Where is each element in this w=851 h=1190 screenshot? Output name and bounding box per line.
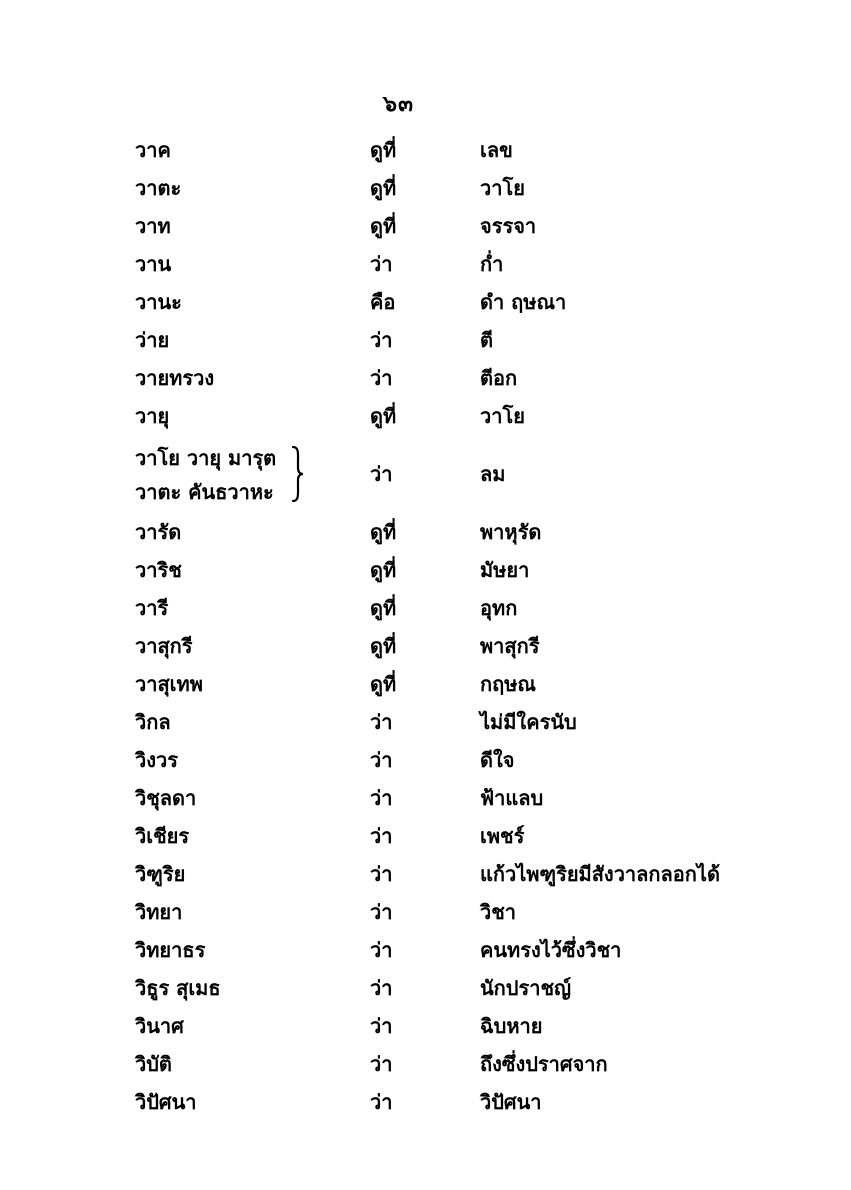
headword-line-1: วาโย วายุ มารุต bbox=[135, 446, 277, 470]
meaning: เลข bbox=[480, 138, 513, 162]
headword: วารัด bbox=[135, 520, 182, 544]
right-brace-icon bbox=[291, 446, 305, 502]
glossary-row bbox=[0, 592, 851, 624]
meaning: วาโย bbox=[480, 404, 525, 428]
glossary-row bbox=[0, 400, 851, 432]
glossary-row bbox=[0, 210, 851, 242]
headword: วิบัติ bbox=[135, 1052, 172, 1076]
headword: วิชุลดา bbox=[135, 786, 197, 810]
headword: วาสุเทพ bbox=[135, 672, 203, 696]
headword: วาท bbox=[135, 214, 171, 238]
glossary-row bbox=[0, 1010, 851, 1042]
headword: วิกล bbox=[135, 710, 171, 734]
relation-label: ว่า bbox=[370, 862, 393, 886]
headword: วิฑูริย bbox=[135, 862, 186, 886]
meaning: จรรจา bbox=[480, 214, 537, 238]
relation-label: ว่า bbox=[370, 366, 393, 390]
meaning: ตีอก bbox=[480, 366, 518, 390]
relation-label: ว่า bbox=[370, 1014, 393, 1038]
headword-line-2: วาตะ คันธวาหะ bbox=[135, 480, 274, 504]
meaning: ฟ้าแลบ bbox=[480, 786, 544, 810]
meaning: วาโย bbox=[480, 176, 525, 200]
meaning: วิปัศนา bbox=[480, 1090, 542, 1114]
meaning: ก่ำ bbox=[480, 252, 504, 276]
glossary-row bbox=[0, 324, 851, 356]
glossary-row bbox=[0, 668, 851, 700]
headword: วานะ bbox=[135, 290, 182, 314]
relation-label: ดูที่ bbox=[370, 596, 397, 620]
relation-label: ว่า bbox=[370, 824, 393, 848]
headword: วาตะ bbox=[135, 176, 182, 200]
meaning: พาหุรัด bbox=[480, 520, 542, 544]
meaning: ตี bbox=[480, 328, 493, 352]
meaning: อุทก bbox=[480, 596, 518, 620]
relation-label: ว่า bbox=[370, 938, 393, 962]
headword: วิงวร bbox=[135, 748, 178, 772]
meaning: นักปราชญ์ bbox=[480, 976, 572, 1000]
meaning: ไม่มีใครนับ bbox=[480, 710, 577, 734]
meaning: เพชร์ bbox=[480, 824, 525, 848]
relation-label: ว่า bbox=[370, 462, 393, 486]
meaning: มัษยา bbox=[480, 558, 530, 582]
relation-label: ว่า bbox=[370, 748, 393, 772]
meaning: แก้วไพฑูริยมีสังวาลกลอกได้ bbox=[480, 862, 720, 886]
headword: วายุ bbox=[135, 404, 170, 428]
glossary-row bbox=[0, 706, 851, 738]
relation-label: ว่า bbox=[370, 710, 393, 734]
meaning: วิชา bbox=[480, 900, 517, 924]
glossary-row bbox=[0, 172, 851, 204]
relation-label: ว่า bbox=[370, 976, 393, 1000]
relation-label: ว่า bbox=[370, 328, 393, 352]
meaning: ดำ ฤษณา bbox=[480, 290, 567, 314]
headword: วารี bbox=[135, 596, 169, 620]
meaning: ถึงซึ่งปราศจาก bbox=[480, 1052, 608, 1076]
glossary-row bbox=[0, 286, 851, 318]
relation-label: ดูที่ bbox=[370, 634, 397, 658]
glossary-row bbox=[0, 516, 851, 548]
glossary-row bbox=[0, 934, 851, 966]
relation-label: ดูที่ bbox=[370, 138, 397, 162]
relation-label: ดูที่ bbox=[370, 672, 397, 696]
glossary-row bbox=[0, 554, 851, 586]
headword: วาน bbox=[135, 252, 172, 276]
glossary-row bbox=[0, 744, 851, 776]
headword: วิทยาธร bbox=[135, 938, 206, 962]
headword: วายทรวง bbox=[135, 366, 215, 390]
glossary-row bbox=[0, 134, 851, 166]
glossary-row bbox=[0, 820, 851, 852]
relation-label: ดูที่ bbox=[370, 214, 397, 238]
headword: วาค bbox=[135, 138, 171, 162]
glossary-row bbox=[0, 248, 851, 280]
headword: วิทยา bbox=[135, 900, 183, 924]
relation-label: คือ bbox=[370, 290, 396, 314]
glossary-row bbox=[0, 1086, 851, 1118]
grouped-entry bbox=[0, 442, 851, 506]
headword: วินาศ bbox=[135, 1014, 184, 1038]
page-number: ๖๓ bbox=[383, 92, 415, 117]
glossary-row bbox=[0, 630, 851, 662]
headword: วาริช bbox=[135, 558, 182, 582]
meaning: กฤษณ bbox=[480, 672, 536, 696]
relation-label: ดูที่ bbox=[370, 558, 397, 582]
headword: วาสุกรี bbox=[135, 634, 193, 658]
relation-label: ดูที่ bbox=[370, 520, 397, 544]
glossary-row bbox=[0, 1048, 851, 1080]
relation-label: ดูที่ bbox=[370, 176, 397, 200]
meaning: ดีใจ bbox=[480, 748, 515, 772]
glossary-row bbox=[0, 972, 851, 1004]
headword: วิธูร สุเมธ bbox=[135, 976, 221, 1000]
headword: ว่าย bbox=[135, 328, 170, 352]
meaning: คนทรงไว้ซึ่งวิชา bbox=[480, 938, 622, 962]
relation-label: ว่า bbox=[370, 900, 393, 924]
meaning: ฉิบหาย bbox=[480, 1014, 543, 1038]
headword: วิปัศนา bbox=[135, 1090, 197, 1114]
glossary-row bbox=[0, 782, 851, 814]
meaning: ลม bbox=[480, 462, 506, 486]
relation-label: ว่า bbox=[370, 1090, 393, 1114]
headword: วิเชียร bbox=[135, 824, 190, 848]
glossary-row bbox=[0, 858, 851, 890]
relation-label: ดูที่ bbox=[370, 404, 397, 428]
relation-label: ว่า bbox=[370, 252, 393, 276]
meaning: พาสุกรี bbox=[480, 634, 540, 658]
glossary-row bbox=[0, 362, 851, 394]
relation-label: ว่า bbox=[370, 786, 393, 810]
relation-label: ว่า bbox=[370, 1052, 393, 1076]
glossary-row bbox=[0, 896, 851, 928]
